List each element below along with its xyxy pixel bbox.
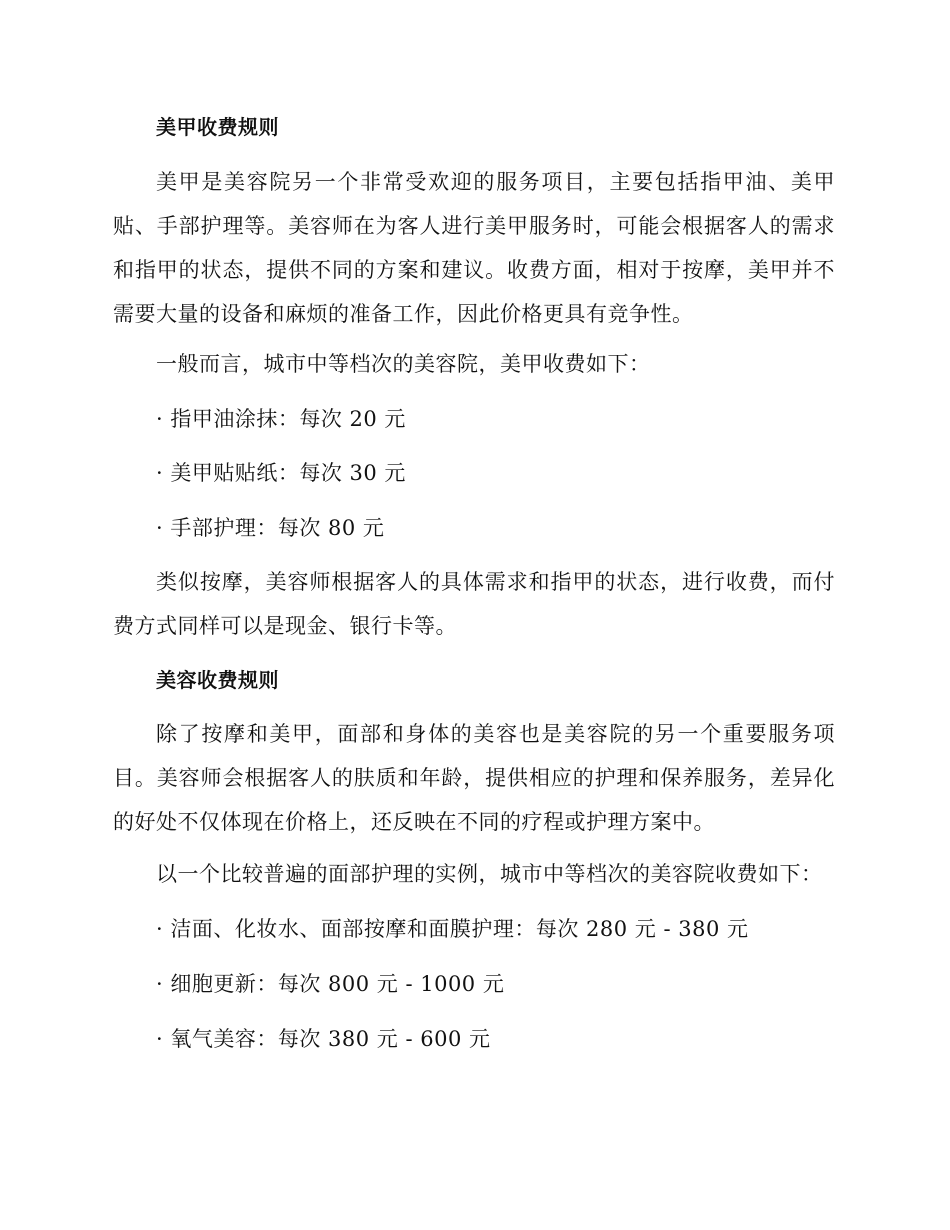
paragraph-nail-closing: 类似按摩，美容师根据客人的具体需求和指甲的状态，进行收费，而付费方式同样可以是现金、银行卡等。 (113, 570, 835, 638)
paragraph-beauty-lead: 以一个比较普遍的面部护理的实例，城市中等档次的美容院收费如下： (156, 862, 823, 886)
section-heading-beauty: 美容收费规则 (156, 668, 279, 692)
paragraph-nail-intro: 美甲是美容院另一个非常受欢迎的服务项目，主要包括指甲油、美甲贴、手部护理等。美容师在为客人进行美甲服务时，可能会根据客人的需求和指甲的状态，提供不同的方案和建议。收费方面，相对于按摩，美甲并不需要大量的设备和麻烦的准备工作，因此价格更具有竞争性。 (113, 170, 835, 326)
list-item-nail-sticker: · 美甲贴贴纸：每次 30 元 (156, 461, 406, 485)
list-item-facial-care: · 洁面、化妆水、面部按摩和面膜护理：每次 280 元 - 380 元 (156, 917, 749, 941)
list-item-cell-renewal: · 细胞更新：每次 800 元 - 1000 元 (156, 972, 505, 996)
section-heading-nail: 美甲收费规则 (156, 115, 279, 139)
list-item-nail-polish: · 指甲油涂抹：每次 20 元 (156, 407, 406, 431)
list-item-hand-care: · 手部护理：每次 80 元 (156, 516, 385, 540)
paragraph-beauty-intro: 除了按摩和美甲，面部和身体的美容也是美容院的另一个重要服务项目。美容师会根据客人的肤质和年龄，提供相应的护理和保养服务，差异化的好处不仅体现在价格上，还反映在不同的疗程或护理方案中。 (113, 722, 835, 834)
paragraph-nail-lead: 一般而言，城市中等档次的美容院，美甲收费如下： (156, 352, 651, 376)
list-item-oxygen-facial: · 氧气美容：每次 380 元 - 600 元 (156, 1027, 491, 1051)
